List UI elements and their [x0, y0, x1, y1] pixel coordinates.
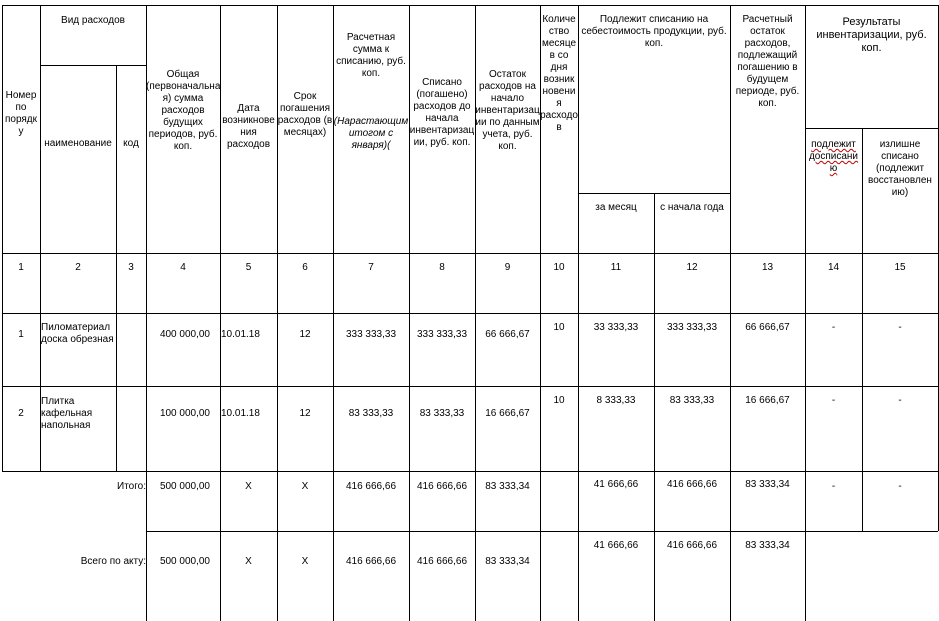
year-to-date: 416 666,66 [666, 540, 718, 551]
year-to-date: 333 333,33 [666, 322, 718, 333]
header-code: код [123, 138, 139, 149]
expense-name: Пиломатериал доска обрезная [41, 322, 114, 345]
col-number: 4 [180, 262, 186, 273]
future-balance: 83 333,34 [745, 540, 790, 551]
row-number: 2 [18, 408, 24, 419]
header-per-month: за месяц [595, 202, 637, 213]
year-to-date: 416 666,66 [666, 479, 718, 490]
excess-written-off: - [898, 481, 902, 492]
header-calc-amount: Расчетная сумма к списанию, руб. коп. [336, 32, 406, 79]
additional-write-off: - [831, 481, 836, 492]
months: 10 [553, 395, 565, 406]
col-number: 2 [75, 262, 81, 273]
term-cell: X [301, 556, 309, 567]
date-cell: X [245, 481, 252, 492]
grand-total-label: Всего по акту: [80, 556, 146, 567]
header-calc-balance: Расчетный остаток расходов, подлежащий погашению в будущем периоде, руб. коп. [735, 14, 800, 109]
subtotal-label: Итого: [117, 481, 146, 492]
future-balance: 16 666,67 [745, 395, 790, 406]
per-month: 41 666,66 [593, 479, 639, 490]
balance: 83 333,34 [485, 556, 530, 567]
header-number: Номер по порядк у [4, 90, 38, 137]
term-cell: 12 [299, 329, 311, 340]
written-off: 83 333,33 [419, 408, 465, 419]
header-total-amount: Общая (первоначальна я) сумма расходов будущих периодов, руб. коп. [146, 69, 221, 152]
calc-amount: 416 666,66 [345, 556, 397, 567]
per-month: 33 333,33 [593, 322, 639, 333]
header-excess-written-off: излишне списано (подлежит восстановлен ию) [868, 139, 932, 198]
header-additional-write-off: подлежит досписани ю [808, 139, 859, 174]
col-number: 3 [128, 262, 134, 273]
header-year-to-date: с начала года [660, 202, 724, 213]
calc-amount: 416 666,66 [345, 481, 397, 492]
date-cell: 10.01.18 [221, 408, 260, 419]
total-amount: 500 000,00 [159, 481, 210, 492]
term-cell: 12 [299, 408, 311, 419]
col-number: 8 [439, 262, 445, 273]
written-off: 416 666,66 [416, 556, 468, 567]
months: 10 [553, 322, 565, 333]
col-number: 9 [504, 262, 511, 273]
written-off: 333 333,33 [416, 329, 468, 340]
col-number: 10 [553, 262, 565, 273]
calc-amount: 333 333,33 [345, 329, 397, 340]
col-number: 11 [610, 262, 622, 273]
date-cell: 10.01.18 [221, 329, 260, 340]
excess-written-off: - [898, 322, 902, 333]
col-number: 15 [894, 262, 906, 273]
col-number: 13 [761, 262, 774, 273]
additional-write-off: - [831, 322, 836, 333]
col-number: 6 [302, 262, 308, 273]
header-name: наименование [44, 138, 112, 149]
row-number: 1 [18, 329, 24, 340]
header-written-off: Списано (погашено) расходов до начала инвентаризац ии, руб. коп. [409, 77, 475, 148]
year-to-date: 83 333,33 [669, 395, 715, 406]
written-off: 416 666,66 [416, 481, 468, 492]
col-number: 7 [368, 262, 374, 273]
balance: 83 333,34 [485, 481, 530, 492]
total-amount: 100 000,00 [159, 408, 210, 419]
col-number: 12 [686, 262, 698, 273]
header-to-write-off: Подлежит списанию на себестоимость продукции, руб. коп. [581, 14, 727, 49]
per-month: 41 666,66 [593, 540, 639, 551]
total-amount: 400 000,00 [159, 329, 210, 340]
header-inventory-results: Результаты инвентаризации, руб. коп. [816, 16, 927, 54]
col-number: 14 [827, 262, 840, 273]
future-balance: 83 333,34 [745, 479, 790, 490]
header-calc-note: (Нарастающим итогом с января)( [333, 116, 409, 151]
header-date: Дата возникнове ния расходов [222, 103, 275, 150]
expense-name: Плитка кафельная напольная [41, 396, 93, 431]
date-cell: X [245, 556, 252, 567]
total-amount: 500 000,00 [159, 556, 210, 567]
header-balance: Остаток расходов на начало инвентаризац ии по данным учета, руб. коп. [475, 69, 540, 152]
header-months-count: Количе ство месяце в со дня возник новени я расходо в [540, 14, 578, 133]
header-expense-type: Вид расходов [61, 15, 125, 26]
term-cell: X [301, 481, 309, 492]
col-number: 5 [245, 262, 252, 273]
per-month: 8 333,33 [596, 395, 636, 406]
col-number: 1 [18, 262, 24, 273]
header-term: Срок погашения расходов (в месяцах) [277, 91, 333, 138]
additional-write-off: - [831, 395, 836, 406]
future-balance: 66 666,67 [745, 322, 790, 333]
calc-amount: 83 333,33 [348, 408, 394, 419]
balance: 66 666,67 [485, 329, 530, 340]
balance: 16 666,67 [485, 408, 530, 419]
excess-written-off: - [898, 395, 902, 406]
